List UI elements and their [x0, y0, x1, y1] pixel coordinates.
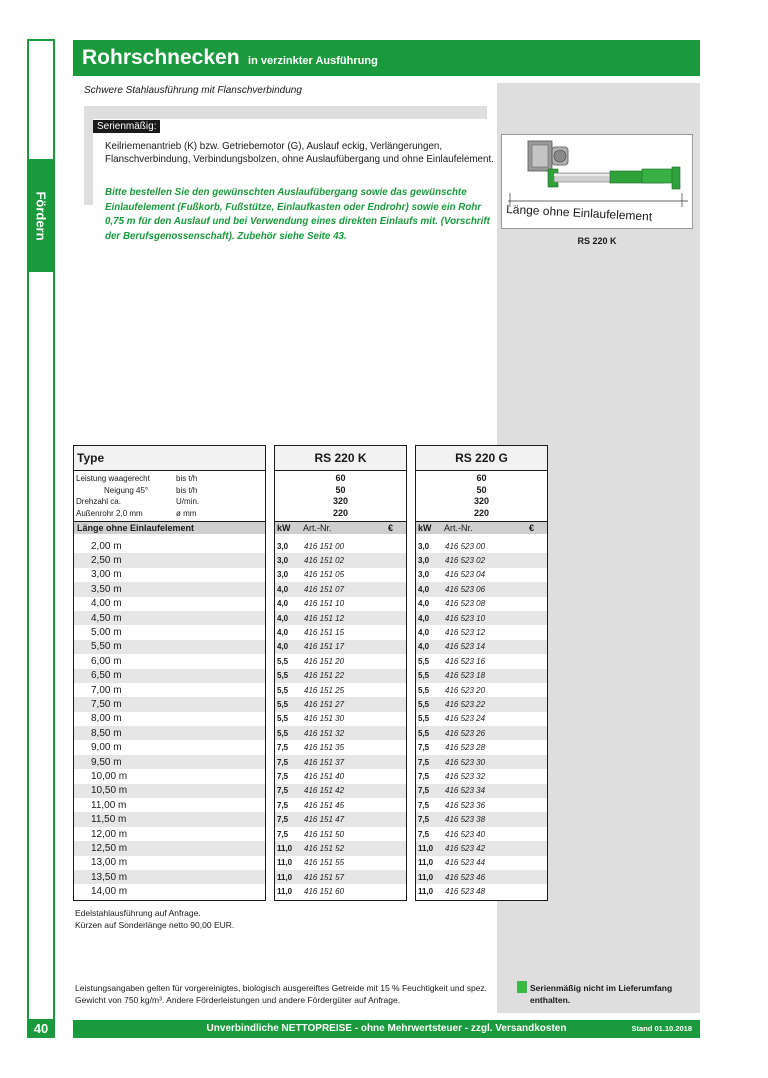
note-stainless: Edelstahlausführung auf Anfrage.	[75, 908, 201, 918]
table-row	[416, 553, 547, 567]
kw-cell: 4,0	[277, 584, 289, 594]
length-header-label: Länge ohne Einlaufelement	[77, 523, 195, 533]
article-number-cell: 416 151 45	[304, 800, 345, 810]
table-notes	[75, 907, 234, 931]
table-row	[275, 669, 406, 683]
table-row	[416, 683, 547, 697]
table-row	[416, 812, 547, 826]
table-row	[275, 597, 406, 611]
article-number-cell: 416 151 12	[304, 613, 345, 623]
kw-cell: 7,5	[277, 786, 289, 796]
rows-k	[275, 534, 406, 899]
dimension-label: Länge ohne Einlaufelement	[505, 202, 653, 224]
column-header-g	[416, 522, 547, 534]
article-number-cell: 416 151 40	[304, 771, 345, 781]
kw-cell: 5,5	[277, 699, 289, 709]
table-rs220k	[274, 445, 407, 901]
spec-value: 60	[335, 473, 346, 483]
kw-cell: 4,0	[277, 613, 289, 623]
article-number-cell: 416 151 05	[304, 570, 345, 580]
table-labels	[73, 445, 266, 901]
table-row	[74, 582, 265, 596]
length-cell: 12,00 m	[91, 828, 128, 840]
article-number-cell: 416 523 26	[445, 728, 486, 738]
kw-cell: 7,5	[277, 743, 289, 753]
kw-cell: 7,5	[277, 800, 289, 810]
table-row	[416, 654, 547, 668]
kw-cell: 11,0	[277, 887, 293, 897]
table-row	[74, 870, 265, 884]
article-number-cell: 416 151 42	[304, 786, 345, 796]
footer-date: Stand 01.10.2018	[631, 1024, 692, 1033]
article-number-cell: 416 151 55	[304, 858, 345, 868]
spec-label: Leistung waagerecht	[76, 474, 150, 483]
length-cell: 4,00 m	[91, 598, 122, 610]
spec-labels	[74, 471, 265, 522]
spec-value: 60	[476, 473, 487, 483]
table-row	[275, 640, 406, 654]
article-number-cell: 416 523 40	[445, 829, 486, 839]
kw-cell: 11,0	[418, 872, 434, 882]
table-row	[275, 769, 406, 783]
article-number-cell: 416 523 24	[445, 714, 486, 724]
table-row	[275, 683, 406, 697]
table-row	[275, 539, 406, 553]
kw-cell: 3,0	[418, 556, 430, 566]
kw-cell: 5,5	[277, 685, 289, 695]
article-number-cell: 416 523 44	[445, 858, 486, 868]
table-row	[74, 827, 265, 841]
article-number-cell: 416 151 20	[304, 656, 345, 666]
legend-text: Serienmäßig nicht im Lieferumfang enthalten.	[530, 983, 673, 1005]
article-number-cell: 416 151 15	[304, 628, 345, 638]
kw-cell: 3,0	[277, 570, 289, 580]
table-row	[74, 712, 265, 726]
spec-row	[74, 485, 265, 497]
length-cell: 12,50 m	[91, 842, 128, 854]
kw-cell: 11,0	[277, 843, 293, 853]
kw-cell: 5,5	[277, 728, 289, 738]
kw-cell: 5,5	[418, 728, 430, 738]
table-row	[416, 740, 547, 754]
article-number-cell: 416 523 22	[445, 699, 486, 709]
length-cell: 5,00 m	[91, 627, 122, 639]
kw-cell: 4,0	[418, 613, 430, 623]
length-cell: 11,00 m	[91, 799, 127, 811]
table-rs220g	[415, 445, 548, 901]
spec-value: 320	[332, 496, 349, 506]
spec-values-g	[416, 471, 547, 522]
table-row	[275, 841, 406, 855]
kw-cell: 4,0	[277, 599, 289, 609]
kw-cell: 7,5	[418, 743, 430, 753]
kw-cell: 11,0	[418, 887, 434, 897]
table-row	[416, 597, 547, 611]
kw-cell: 11,0	[418, 858, 434, 868]
table-row	[275, 784, 406, 798]
table-row	[74, 640, 265, 654]
kw-cell: 7,5	[418, 757, 430, 767]
article-number-cell: 416 523 04	[445, 570, 486, 580]
table-row	[275, 812, 406, 826]
rows-g	[416, 534, 547, 899]
spec-unit: bis t/h	[176, 485, 198, 495]
article-number-cell: 416 151 17	[304, 642, 345, 652]
length-cell: 9,00 m	[91, 742, 122, 754]
article-number-cell: 416 151 32	[304, 728, 345, 738]
article-number-cell: 416 151 35	[304, 743, 345, 753]
note-cut-length: Kürzen auf Sonderlänge netto 90,00 EUR.	[75, 920, 235, 930]
article-number-cell: 416 523 30	[445, 757, 486, 767]
kw-cell: 7,5	[277, 815, 289, 825]
kw-cell: 7,5	[418, 771, 430, 781]
length-cell: 4,50 m	[91, 612, 122, 624]
kw-cell: 5,5	[277, 671, 289, 681]
table-row	[74, 553, 265, 567]
table-row	[416, 697, 547, 711]
length-rows	[74, 534, 265, 899]
kw-cell: 3,0	[277, 541, 289, 551]
table-row	[416, 726, 547, 740]
table-row	[74, 856, 265, 870]
table-row	[416, 798, 547, 812]
kw-cell: 4,0	[277, 628, 289, 638]
spec-unit: ø mm	[176, 508, 197, 518]
table-row	[416, 582, 547, 596]
table-row	[275, 870, 406, 884]
article-number-cell: 416 523 20	[445, 685, 486, 695]
kw-cell: 7,5	[418, 786, 430, 796]
footer-bar	[73, 1020, 700, 1038]
article-number-cell: 416 523 46	[445, 872, 486, 882]
table-row	[74, 841, 265, 855]
table-row	[74, 798, 265, 812]
kw-cell: 5,5	[418, 656, 430, 666]
table-row	[275, 740, 406, 754]
length-cell: 6,00 m	[91, 655, 122, 667]
side-tab	[27, 159, 55, 272]
article-number-cell: 416 151 52	[304, 843, 345, 853]
performance-note: Leistungsangaben gelten für vorgereinigtes, biologisch ausgereiftes Getreide mit 15 % Feuchtigkeit und spez. Gewicht von 750 kg/m³. Andere Förderleistungen und andere Fördergüter auf Anfrage.	[75, 983, 488, 1005]
article-number-cell: 416 151 60	[304, 887, 345, 897]
kw-cell: 4,0	[277, 642, 289, 652]
length-cell: 2,50 m	[91, 555, 122, 567]
kw-cell: 5,5	[277, 656, 289, 666]
serien-text: Keilriemenantrieb (K) bzw. Getriebemotor (G), Auslauf eckig, Verlängerungen, Flanschverbindung, Verbindungsbolzen, ohne Auslaufübergang und ohne Einlaufelement.	[105, 141, 494, 165]
article-number-cell: 416 151 30	[304, 714, 345, 724]
table-row	[416, 769, 547, 783]
kw-cell: 4,0	[418, 628, 430, 638]
grey-divider	[84, 106, 487, 119]
page-title: Rohrschnecken	[82, 46, 240, 69]
table-row	[74, 683, 265, 697]
article-number-cell: 416 523 06	[445, 584, 486, 594]
product-image	[501, 134, 693, 229]
length-cell: 14,00 m	[91, 886, 128, 898]
table-row	[74, 755, 265, 769]
kw-cell: 7,5	[277, 829, 289, 839]
table-row	[74, 740, 265, 754]
article-number-cell: 416 523 48	[445, 887, 486, 897]
col-eur: €	[388, 523, 394, 533]
table-row	[275, 697, 406, 711]
column-header-k	[275, 522, 406, 534]
kw-cell: 7,5	[277, 771, 289, 781]
table-row	[275, 827, 406, 841]
col-art: Art.-Nr.	[303, 523, 332, 533]
page-subtitle: in verzinkter Ausführung	[248, 55, 378, 67]
length-cell: 8,00 m	[91, 713, 122, 725]
article-number-cell: 416 523 08	[445, 599, 486, 609]
kw-cell: 5,5	[418, 714, 430, 724]
table-row	[74, 812, 265, 826]
table-row	[74, 611, 265, 625]
length-cell: 8,50 m	[91, 727, 122, 739]
table-row	[74, 654, 265, 668]
table-row	[74, 726, 265, 740]
table-row	[275, 568, 406, 582]
length-cell: 9,50 m	[91, 756, 122, 768]
article-number-cell: 416 151 07	[304, 584, 345, 594]
spec-row	[74, 496, 265, 508]
table-row	[275, 755, 406, 769]
spec-label: Drehzahl ca.	[76, 497, 121, 506]
table-row	[275, 625, 406, 639]
type-header: Type	[74, 446, 265, 471]
kw-cell: 11,0	[418, 843, 434, 853]
article-number-cell: 416 151 50	[304, 829, 345, 839]
side-tab-label: Fördern	[33, 190, 49, 241]
col-art: Art.-Nr.	[444, 523, 473, 533]
length-cell: 7,00 m	[91, 684, 122, 696]
table-row	[416, 640, 547, 654]
spec-unit: U/min.	[176, 497, 200, 506]
kw-cell: 11,0	[277, 858, 293, 868]
table-row	[275, 582, 406, 596]
table-row	[74, 669, 265, 683]
table-row	[416, 669, 547, 683]
article-number-cell: 416 523 16	[445, 656, 486, 666]
spec-value: 50	[476, 484, 487, 495]
kw-cell: 4,0	[418, 599, 430, 609]
table-row	[416, 568, 547, 582]
length-cell: 5,50 m	[91, 641, 122, 653]
table-row	[275, 553, 406, 567]
length-cell: 3,50 m	[91, 583, 122, 595]
table-row	[275, 856, 406, 870]
kw-cell: 7,5	[418, 800, 430, 810]
spec-value: 220	[473, 507, 490, 518]
table-row	[416, 712, 547, 726]
kw-cell: 11,0	[277, 872, 293, 882]
spec-row	[74, 508, 265, 520]
table-row	[416, 827, 547, 841]
table-row	[416, 841, 547, 855]
article-number-cell: 416 523 02	[445, 556, 486, 566]
length-cell: 10,00 m	[91, 770, 128, 782]
length-cell: 3,00 m	[91, 569, 122, 581]
col-kw: kW	[418, 523, 432, 533]
table-row	[416, 784, 547, 798]
article-number-cell: 416 151 02	[304, 556, 345, 566]
spec-label: Außenrohr 2,0 mm	[76, 508, 143, 518]
article-number-cell: 416 151 57	[304, 872, 345, 882]
kw-cell: 5,5	[418, 685, 430, 695]
page-number: 40	[27, 1020, 55, 1038]
table-row	[416, 625, 547, 639]
kw-cell: 3,0	[277, 556, 289, 566]
kw-cell: 5,5	[418, 671, 430, 681]
order-note: Bitte bestellen Sie den gewünschten Auslaufübergang sowie das gewünschte Einlaufelement (Fußkorb, Fußstütze, Einlaufkasten oder Endrohr) sowie ein Rohr 0,75 m für den Auslauf und bei Verwendung eines direkten Einlaufs mit. (Vorschrift der Berufsgenossenschaft). Zubehör siehe Seite 43.	[105, 187, 490, 242]
article-number-cell: 416 151 10	[304, 599, 345, 609]
length-cell: 6,50 m	[91, 670, 122, 682]
model-header-k: RS 220 K	[275, 446, 406, 471]
footer-text: Unverbindliche NETTOPREISE - ohne Mehrwertsteuer - zzgl. Versandkosten	[206, 1023, 567, 1034]
table-row	[275, 712, 406, 726]
kw-cell: 3,0	[418, 541, 430, 551]
length-cell: 2,00 m	[91, 540, 122, 552]
article-number-cell: 416 151 47	[304, 815, 345, 825]
legend-swatch	[517, 981, 527, 993]
kw-cell: 4,0	[418, 642, 430, 652]
col-kw: kW	[277, 523, 291, 533]
table-row	[74, 568, 265, 582]
table-row	[275, 611, 406, 625]
article-number-cell: 416 523 36	[445, 800, 486, 810]
kw-cell: 4,0	[418, 584, 430, 594]
kw-cell: 7,5	[277, 757, 289, 767]
length-cell: 10,50 m	[91, 785, 128, 797]
article-number-cell: 416 523 18	[445, 671, 486, 681]
table-row	[74, 625, 265, 639]
article-number-cell: 416 523 00	[445, 541, 486, 551]
kw-cell: 7,5	[418, 829, 430, 839]
table-row	[416, 870, 547, 884]
length-cell: 11,50 m	[91, 814, 127, 826]
serien-label: Serienmäßig:	[93, 120, 160, 133]
kw-cell: 5,5	[277, 714, 289, 724]
table-row	[416, 539, 547, 553]
article-number-cell: 416 151 25	[304, 685, 345, 695]
kw-cell: 3,0	[418, 570, 430, 580]
photo-caption: RS 220 K	[577, 236, 617, 246]
table-row	[275, 654, 406, 668]
article-number-cell: 416 523 42	[445, 843, 486, 853]
col-eur: €	[529, 523, 535, 533]
spec-row	[74, 473, 265, 485]
article-number-cell: 416 523 14	[445, 642, 486, 652]
length-cell: 7,50 m	[91, 698, 122, 710]
article-number-cell: 416 523 34	[445, 786, 486, 796]
table-row	[74, 884, 265, 898]
length-cell: 13,00 m	[91, 857, 128, 869]
article-number-cell: 416 151 27	[304, 699, 345, 709]
table-row	[416, 856, 547, 870]
spec-label: Neigung 45°	[104, 485, 149, 495]
article-number-cell: 416 523 12	[445, 628, 486, 638]
length-cell: 13,50 m	[91, 871, 128, 883]
length-header	[74, 522, 265, 534]
spec-value: 50	[335, 484, 346, 495]
table-row	[74, 769, 265, 783]
section-subtitle: Schwere Stahlausführung mit Flanschverbindung	[84, 85, 302, 96]
table-row	[275, 884, 406, 898]
spec-unit: bis t/h	[176, 474, 198, 483]
conveyor-illustration	[502, 135, 693, 229]
model-header-g: RS 220 G	[416, 446, 547, 471]
kw-cell: 7,5	[418, 815, 430, 825]
table-row	[275, 798, 406, 812]
kw-cell: 5,5	[418, 699, 430, 709]
article-number-cell: 416 523 10	[445, 613, 486, 623]
spec-value: 320	[473, 496, 490, 506]
table-row	[74, 697, 265, 711]
article-number-cell: 416 523 32	[445, 771, 486, 781]
table-row	[74, 784, 265, 798]
title-bar	[73, 40, 700, 76]
table-row	[416, 611, 547, 625]
article-number-cell: 416 151 37	[304, 757, 345, 767]
spec-values-k	[275, 471, 406, 522]
table-row	[416, 884, 547, 898]
table-row	[416, 755, 547, 769]
table-row	[74, 539, 265, 553]
article-number-cell: 416 523 28	[445, 743, 486, 753]
article-number-cell: 416 523 38	[445, 815, 486, 825]
spec-value: 220	[332, 507, 349, 518]
article-number-cell: 416 151 22	[304, 671, 345, 681]
table-row	[275, 726, 406, 740]
table-row	[74, 597, 265, 611]
article-number-cell: 416 151 00	[304, 541, 345, 551]
grey-margin-strip	[84, 119, 93, 205]
